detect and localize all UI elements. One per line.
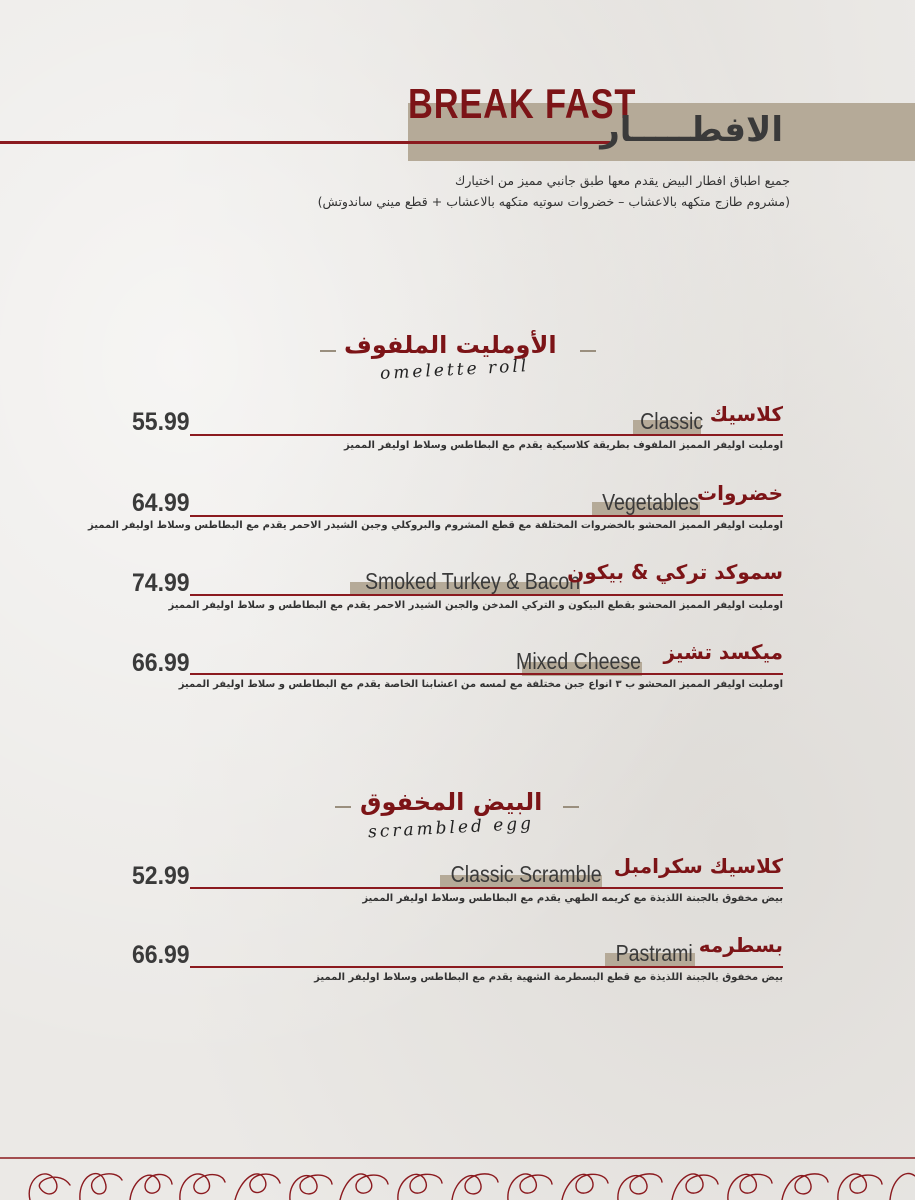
- item-name-ar: كلاسيك سكرامبل: [613, 854, 783, 878]
- section-title-ar: البيض المخفوق: [360, 788, 543, 816]
- item-description: بيض مخفوق بالجبنة اللذيذة مع قطع البسطرمة الشهية يقدم مع البطاطس وسلاط اوليفر المميز: [314, 972, 783, 983]
- item-rule: [190, 673, 783, 675]
- item-description: اومليت اوليفر المميز الملفوف بطريقة كلاسيكية يقدم مع البطاطس وسلاط اوليفر المميز: [344, 440, 783, 451]
- page-title-ar: الافطـــــار: [600, 110, 783, 150]
- item-price: 66.99: [132, 941, 190, 969]
- section-dash-right: [580, 350, 596, 352]
- item-price: 55.99: [132, 408, 190, 436]
- section-dash-left: [320, 350, 336, 352]
- item-name-ar: ميكسد تشيز: [663, 640, 783, 664]
- item-name-ar: سموكد تركي & بيكون: [567, 560, 783, 584]
- item-name-ar: بسطرمه: [698, 933, 783, 957]
- item-price: 52.99: [132, 862, 190, 890]
- header-rule: [0, 141, 610, 144]
- item-name-en: Vegetables: [602, 489, 699, 515]
- item-name-ar: خضروات: [697, 481, 783, 505]
- section-title-ar: الأومليت الملفوف: [344, 331, 557, 359]
- section-title-en: omelette roll: [379, 356, 530, 384]
- item-description: اومليت اوليفر المميز المحشو بقطع البيكون و التركي المدخن والجبن الشيدر الاحمر يقدم مع البطاطس و سلاط اوليفر المميز: [168, 600, 783, 611]
- section-dash-left: [335, 806, 351, 808]
- page-title-en: BREAK FAST: [408, 80, 637, 127]
- item-description: بيض مخفوق بالجبنة اللذيذة مع كريمه الطهي يقدم مع البطاطس وسلاط اوليفر المميز: [362, 893, 783, 904]
- item-name-ar: كلاسيك: [709, 402, 783, 426]
- item-price: 64.99: [132, 489, 190, 517]
- item-name-en: Smoked Turkey & Bacon: [364, 568, 580, 594]
- item-name-en: Mixed Cheese: [516, 648, 641, 674]
- item-price: 74.99: [132, 569, 190, 597]
- item-rule: [190, 966, 783, 968]
- item-name-en: Classic Scramble: [450, 861, 602, 887]
- item-name-en: Pastrami: [615, 940, 693, 966]
- item-price: 66.99: [132, 649, 190, 677]
- intro-line-2: (مشروم طازج متكهه بالاعشاب – خضروات سوتيه متكهه بالاعشاب + قطع ميني ساندوتش): [317, 194, 790, 209]
- item-name-en: Classic: [639, 408, 703, 434]
- decorative-border: [0, 1150, 915, 1200]
- item-description: اومليت اوليفر المميز المحشو ب ٣ انواع جبن مختلفة مع لمسه من اعشابنا الخاصة يقدم مع البطاطس و سلاط اوليفر المميز: [178, 679, 783, 690]
- intro-line-1: جميع اطباق افطار البيض يقدم معها طبق جانبي مميز من اختيارك: [455, 173, 790, 188]
- section-dash-right: [563, 806, 579, 808]
- section-title-en: scrambled egg: [367, 813, 535, 843]
- item-description: اومليت اوليفر المميز المحشو بالخضروات المختلفة مع قطع المشروم والبروكلي وجبن الشيدر الاحمر يقدم مع البطاطس وسلاط اوليفر المميز: [88, 520, 783, 531]
